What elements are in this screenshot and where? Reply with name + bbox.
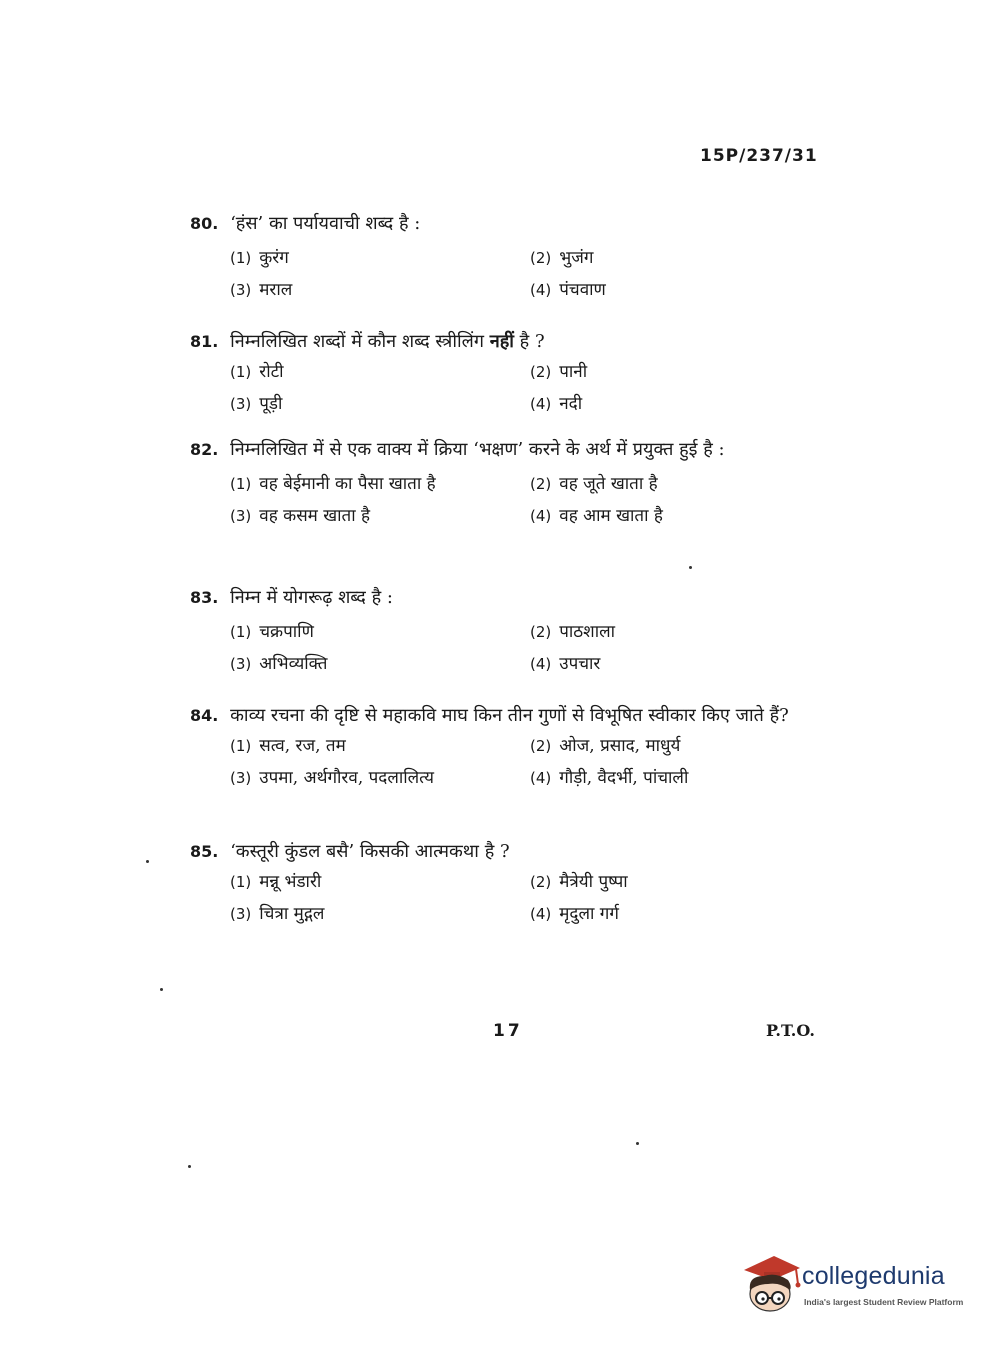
option-number: (2) — [530, 475, 552, 493]
option-number: (3) — [230, 769, 252, 787]
paper-code: 15P/237/31 — [700, 146, 818, 166]
option-text: भुजंग — [559, 248, 594, 268]
option-number: (1) — [230, 873, 252, 891]
question-text — [230, 331, 545, 352]
option-text: नदी — [559, 394, 583, 414]
question-number: 85. — [190, 842, 219, 861]
question-81 — [190, 328, 822, 418]
question-number: 80. — [190, 214, 219, 233]
option-number: (1) — [230, 623, 252, 641]
option-text: मैत्रेयी पुष्पा — [559, 872, 628, 892]
collegedunia-logo — [740, 1250, 975, 1320]
question-text: ‘हंस’ का पर्यायवाची शब्द है : — [230, 213, 421, 234]
option-text: अभिव्यक्ति — [259, 654, 328, 674]
question-82 — [190, 436, 822, 530]
option-text: पूड़ी — [259, 394, 283, 414]
option-number: (4) — [530, 395, 552, 413]
logo-wordmark: collegedunia — [802, 1262, 945, 1290]
option-text: पानी — [559, 362, 588, 382]
option-text: कुरंग — [259, 248, 289, 268]
option-4 — [530, 650, 830, 678]
option-1 — [230, 732, 530, 760]
option-number: (3) — [230, 281, 252, 299]
options-grid — [230, 244, 822, 304]
option-2 — [530, 868, 830, 896]
question-83 — [190, 584, 822, 678]
scan-speck — [689, 566, 692, 569]
option-2 — [530, 358, 830, 386]
option-text: पाठशाला — [559, 622, 616, 642]
option-number: (2) — [530, 873, 552, 891]
option-text: मन्नू भंडारी — [259, 872, 322, 892]
option-4 — [530, 276, 830, 304]
option-number: (1) — [230, 475, 252, 493]
options-grid — [230, 470, 822, 530]
option-text: पंचवाण — [559, 280, 606, 300]
graduate-mascot-icon — [740, 1250, 802, 1314]
question-number: 81. — [190, 332, 219, 351]
option-number: (4) — [530, 905, 552, 923]
option-1 — [230, 244, 530, 272]
option-text: चित्रा मुद्गल — [259, 904, 325, 924]
option-number: (3) — [230, 507, 252, 525]
option-number: (3) — [230, 905, 252, 923]
question-84 — [190, 702, 822, 792]
question-text-emphasis: नहीं — [489, 331, 514, 352]
option-4 — [530, 900, 830, 928]
option-number: (3) — [230, 655, 252, 673]
option-text: मराल — [259, 280, 293, 300]
option-3 — [230, 276, 530, 304]
option-number: (4) — [530, 655, 552, 673]
question-text: ‘कस्तूरी कुंडल बसै’ किसकी आत्मकथा है ? — [230, 841, 510, 862]
option-number: (2) — [530, 363, 552, 381]
option-1 — [230, 868, 530, 896]
question-text: काव्य रचना की दृष्टि से महाकवि माघ किन तीन गुणों से विभूषित स्वीकार किए जाते हैं? — [230, 705, 789, 726]
option-number: (4) — [530, 507, 552, 525]
option-3 — [230, 390, 530, 418]
question-80 — [190, 210, 822, 304]
question-text-part: है ? — [513, 331, 545, 352]
options-grid — [230, 358, 822, 418]
option-number: (2) — [530, 623, 552, 641]
option-number: (2) — [530, 737, 552, 755]
option-text: चक्रपाणि — [259, 622, 314, 642]
question-85 — [190, 838, 822, 928]
pto-label: P.T.O. — [766, 1021, 815, 1040]
question-stem — [190, 436, 822, 464]
question-number: 82. — [190, 440, 219, 459]
scan-speck — [160, 988, 163, 991]
question-stem — [190, 584, 822, 612]
question-stem — [190, 328, 822, 356]
question-text: निम्न में योगरूढ़ शब्द है : — [230, 587, 393, 608]
option-text: उपमा, अर्थगौरव, पदलालित्य — [259, 768, 434, 788]
option-number: (3) — [230, 395, 252, 413]
options-grid — [230, 868, 822, 928]
option-text: मृदुला गर्ग — [559, 904, 619, 924]
option-text: रोटी — [259, 362, 284, 382]
question-text-part: निम्नलिखित शब्दों में कौन शब्द स्त्रीलिंग — [230, 331, 490, 352]
option-4 — [530, 764, 830, 792]
option-3 — [230, 900, 530, 928]
scan-speck — [146, 860, 149, 863]
options-grid — [230, 618, 822, 678]
option-2 — [530, 470, 830, 498]
option-number: (4) — [530, 769, 552, 787]
option-3 — [230, 650, 530, 678]
option-text: वह बेईमानी का पैसा खाता है — [259, 474, 436, 494]
option-text: वह आम खाता है — [559, 506, 663, 526]
option-text: वह जूते खाता है — [559, 474, 658, 494]
option-number: (1) — [230, 363, 252, 381]
question-number: 84. — [190, 706, 219, 725]
question-text: निम्नलिखित में से एक वाक्य में क्रिया ‘भक्षण’ करने के अर्थ में प्रयुक्त हुई है : — [230, 439, 725, 460]
option-number: (2) — [530, 249, 552, 267]
scan-speck — [188, 1165, 191, 1168]
option-number: (1) — [230, 737, 252, 755]
option-1 — [230, 618, 530, 646]
option-text: सत्व, रज, तम — [259, 736, 346, 756]
page-number: 17 — [493, 1021, 523, 1041]
question-stem — [190, 838, 822, 866]
option-text: वह कसम खाता है — [259, 506, 371, 526]
option-text: गौड़ी, वैदर्भी, पांचाली — [559, 768, 689, 788]
logo-tagline: India's largest Student Review Platform — [804, 1297, 964, 1307]
option-4 — [530, 502, 830, 530]
option-2 — [530, 618, 830, 646]
option-3 — [230, 764, 530, 792]
options-grid — [230, 732, 822, 792]
option-number: (1) — [230, 249, 252, 267]
question-stem — [190, 702, 822, 730]
option-number: (4) — [530, 281, 552, 299]
option-2 — [530, 244, 830, 272]
option-text: उपचार — [559, 654, 601, 674]
option-4 — [530, 390, 830, 418]
option-2 — [530, 732, 830, 760]
scan-speck — [636, 1142, 639, 1145]
option-text: ओज, प्रसाद, माधुर्य — [559, 736, 681, 756]
question-number: 83. — [190, 588, 219, 607]
question-stem — [190, 210, 822, 238]
option-1 — [230, 470, 530, 498]
option-3 — [230, 502, 530, 530]
option-1 — [230, 358, 530, 386]
